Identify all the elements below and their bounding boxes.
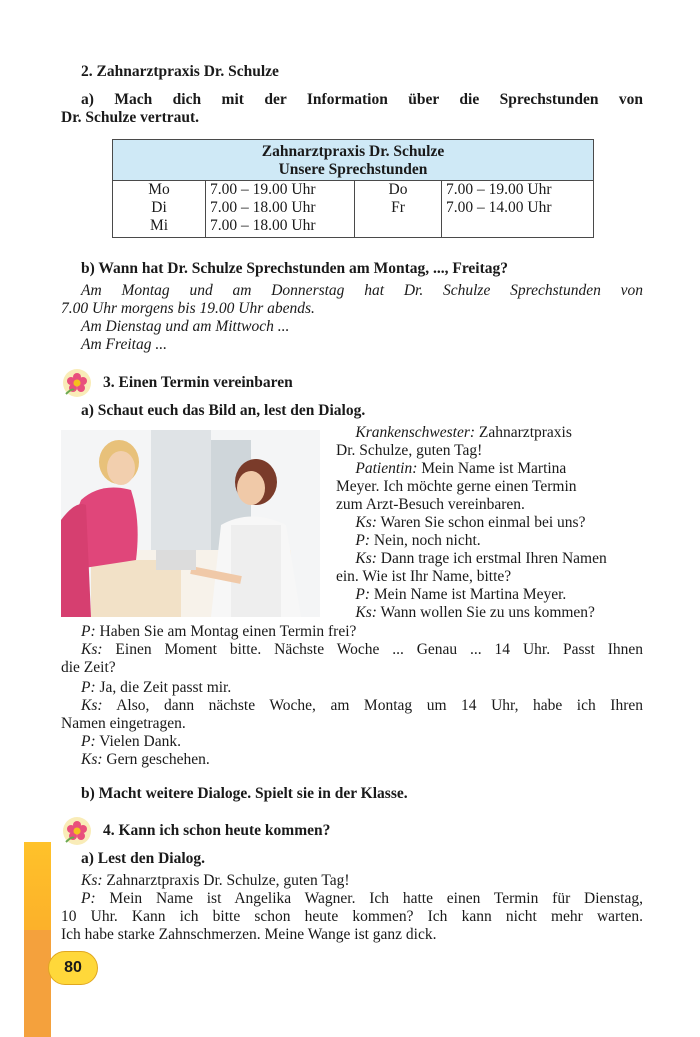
dialog-line <box>81 623 663 642</box>
section-2-task-a-line1: a) Mach dich mit der Information über die Sprechstunden von <box>81 91 643 108</box>
dialog-line: Ich habe starke Zahnschmerzen. Meine Wange ist ganz dick. <box>61 926 437 943</box>
table-header-row <box>113 140 594 181</box>
table-title: Zahnarztpraxis Dr. Schulze <box>261 143 445 160</box>
day-cell: Mi <box>149 217 169 234</box>
dialog-text: Mein Name ist Martina <box>417 460 567 477</box>
answer-line: Am Montag und am Donnerstag hat Dr. Schulze Sprechstunden von <box>81 282 643 299</box>
table-header <box>113 140 594 181</box>
section-2-task-b: b) Wann hat Dr. Schulze Sprechstunden am Montag, ..., Freitag? <box>81 260 509 277</box>
table-times-col2 <box>442 181 594 238</box>
table-body-row <box>113 181 594 238</box>
dialog-text: Gern geschehen. <box>102 751 210 768</box>
day-cell: Mo <box>148 181 170 198</box>
dialog-line: Dr. Schulze, guten Tag! <box>336 442 483 459</box>
dialog-line <box>61 641 643 660</box>
dialog-line <box>61 890 643 909</box>
section-4-task-a: a) Lest den Dialog. <box>81 850 205 867</box>
dialog-line: Meyer. Ich möchte gerne einen Termin <box>336 478 577 495</box>
answer-line: Am Dienstag und am Mittwoch ... <box>81 318 290 335</box>
speaker-label: Ks: <box>355 514 377 531</box>
section-2-heading: 2. Zahnarztpraxis Dr. Schulze <box>81 63 279 80</box>
speaker-label: Ks: <box>355 604 377 621</box>
dialog-line <box>81 751 663 770</box>
speaker-label: Patientin: <box>355 460 418 477</box>
dentist-reception-photo <box>61 430 320 617</box>
table-days-col2 <box>355 181 442 238</box>
speaker-label: Ks: <box>81 641 103 658</box>
dialog-line <box>61 697 643 716</box>
dialog-line <box>336 532 643 551</box>
office-hours-table <box>112 139 594 238</box>
speaker-label: Krankenschwester: <box>355 424 476 441</box>
dialog-text: Ja, die Zeit passt mir. <box>95 679 232 696</box>
dialog-line <box>81 733 663 752</box>
time-cell: 7.00 – 19.00 Uhr <box>210 181 316 198</box>
section-3-task-a: a) Schaut euch das Bild an, lest den Dialog. <box>81 402 366 419</box>
time-cell: 7.00 – 18.00 Uhr <box>210 199 316 216</box>
dialog-text: Dann trage ich erstmal Ihren Namen <box>376 550 607 567</box>
table-subtitle: Unsere Sprechstunden <box>278 161 428 178</box>
dialog-line <box>81 679 663 698</box>
dialog-line: zum Arzt-Besuch vereinbaren. <box>336 496 525 513</box>
speaker-label: P: <box>81 733 96 750</box>
answer-line: 7.00 Uhr morgens bis 19.00 Uhr abends. <box>61 300 315 317</box>
dialog-line <box>336 514 643 533</box>
section-3-task-b: b) Macht weitere Dialoge. Spielt sie in der Klasse. <box>81 785 408 802</box>
dialog-line: 10 Uhr. Kann ich bitte schon heute kommen? Ich kann nicht mehr warten. <box>61 908 643 925</box>
dialog-text: Zahnarztpraxis <box>475 424 572 441</box>
flower-icon <box>62 816 92 846</box>
time-cell: 7.00 – 19.00 Uhr <box>446 181 552 198</box>
speaker-label: P: <box>81 890 96 907</box>
dialog-text: Mein Name ist Martina Meyer. <box>370 586 567 603</box>
speaker-label: P: <box>355 532 371 549</box>
speaker-label: P: <box>81 623 96 640</box>
dialog-text: Wann wollen Sie zu uns kommen? <box>376 604 595 621</box>
dialog-line <box>336 604 643 623</box>
speaker-label: P: <box>355 586 371 603</box>
speaker-label: Ks: <box>355 550 377 567</box>
dialog-text: Waren Sie schon einmal bei uns? <box>376 514 586 531</box>
dialog-line <box>81 872 663 891</box>
time-cell: 7.00 – 14.00 Uhr <box>446 199 552 216</box>
dialog-text: Einen Moment bitte. Nächste Woche ... Genau ... 14 Uhr. Passt Ihnen <box>102 641 643 658</box>
flower-icon <box>62 368 92 398</box>
speaker-label: Ks: <box>81 872 103 889</box>
section-3-heading: 3. Einen Termin vereinbaren <box>103 374 293 391</box>
section-2-task-a-line2: Dr. Schulze vertraut. <box>61 109 200 126</box>
dialog-line: die Zeit? <box>61 659 116 676</box>
day-cell: Fr <box>391 199 405 216</box>
dialog-line <box>336 550 643 569</box>
speaker-label: Ks: <box>81 751 103 768</box>
dialog-line: ein. Wie ist Ihr Name, bitte? <box>336 568 512 585</box>
day-cell: Di <box>151 199 167 216</box>
dialog-text: Also, dann nächste Woche, am Montag um 14 Uhr, habe ich Ihren <box>102 697 643 714</box>
page-number: 80 <box>48 951 98 985</box>
dialog-text: Zahnarztpraxis Dr. Schulze, guten Tag! <box>102 872 350 889</box>
dialog-text: Mein Name ist Angelika Wagner. Ich hatte einen Termin für Dienstag, <box>95 890 643 907</box>
dialog-text: Nein, noch nicht. <box>370 532 481 549</box>
speaker-label: P: <box>81 679 96 696</box>
answer-line: Am Freitag ... <box>81 336 167 353</box>
dialog-line <box>336 586 643 605</box>
dialog-line <box>336 424 643 443</box>
dialog-text: Vielen Dank. <box>95 733 181 750</box>
section-4-heading: 4. Kann ich schon heute kommen? <box>103 822 331 839</box>
dialog-line: Namen eingetragen. <box>61 715 186 732</box>
day-cell: Do <box>388 181 408 198</box>
page-side-bar-lower <box>24 930 51 1037</box>
speaker-label: Ks: <box>81 697 103 714</box>
dialog-line <box>336 460 643 479</box>
time-cell: 7.00 – 18.00 Uhr <box>210 217 316 234</box>
table-days-col1 <box>113 181 206 238</box>
dialog-text: Haben Sie am Montag einen Termin frei? <box>95 623 357 640</box>
table-times-col1 <box>206 181 355 238</box>
